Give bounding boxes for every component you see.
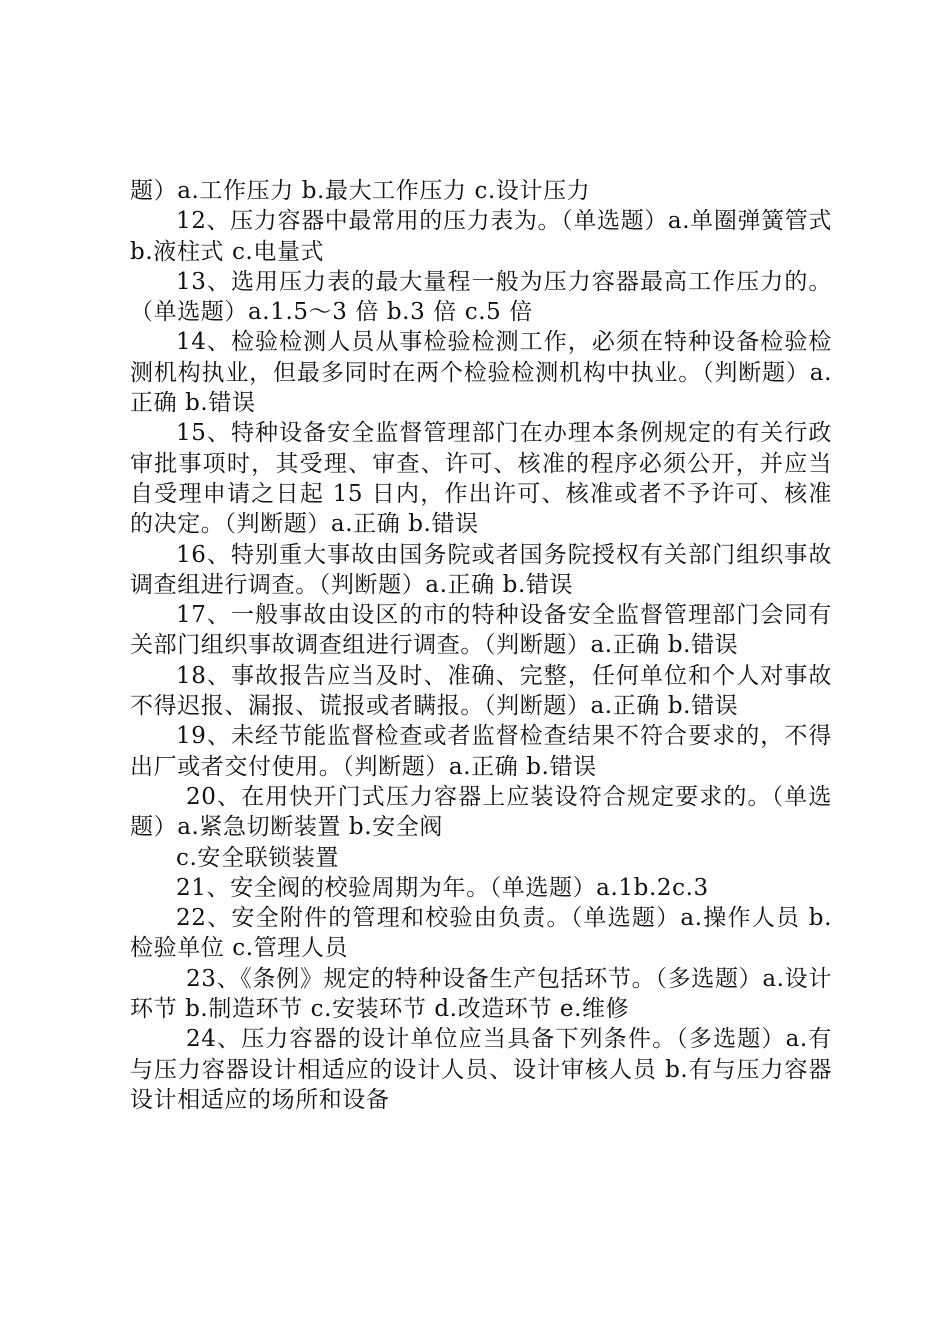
question-15: 15、特种设备安全监督管理部门在办理本条例规定的有关行政审批事项时，其受理、审查、许可、核准的程序必须公开，并应当自受理申请之日起 15 日内，作出许可、核准或者不予许可、核准的决定。（判断题）a.正确 b.错误	[130, 420, 832, 538]
question-17: 17、一般事故由设区的市的特种设备安全监督管理部门会同有关部门组织事故调查组进行调查。（判断题）a.正确 b.错误	[130, 602, 832, 659]
question-23: 23、《条例》规定的特种设备生产包括环节。（多选题）a.设计环节 b.制造环节 c.安装环节 d.改造环节 e.维修	[130, 965, 832, 1023]
question-20: 20、在用快开门式压力容器上应装设符合规定要求的。（单选题）a.紧急切断装置 b.安全阀	[130, 783, 832, 841]
document-body	[130, 176, 832, 1115]
question-22: 22、安全附件的管理和校验由负责。（单选题）a.操作人员 b.检验单位 c.管理人员	[130, 905, 832, 962]
question-21: 21、安全阀的校验周期为年。（单选题）a.1b.2c.3	[176, 874, 709, 901]
question-19: 19、未经节能监督检查或者监督检查结果不符合要求的，不得出厂或者交付使用。（判断题）a.正确 b.错误	[130, 723, 832, 780]
question-18: 18、事故报告应当及时、准确、完整，任何单位和个人对事故不得迟报、漏报、谎报或者瞒报。（判断题）a.正确 b.错误	[130, 662, 832, 720]
question-20-option-c: c.安全联锁装置	[176, 844, 339, 871]
question-13: 13、选用压力表的最大量程一般为压力容器最高工作压力的。（单选题）a.1.5～3 倍 b.3 倍 c.5 倍	[130, 268, 832, 326]
question-24: 24、压力容器的设计单位应当具备下列条件。（多选题）a.有与压力容器设计相适应的设计人员、设计审核人员 b.有与压力容器设计相适应的场所和设备	[130, 1026, 832, 1113]
question-continuation: 题）a.工作压力 b.最大工作压力 c.设计压力	[130, 178, 591, 204]
question-12: 12、压力容器中最常用的压力表为。（单选题）a.单圈弹簧管式 b.液柱式 c.电量式	[130, 208, 832, 265]
question-16: 16、特别重大事故由国务院或者国务院授权有关部门组织事故调查组进行调查。（判断题）a.正确 b.错误	[130, 541, 832, 598]
question-14: 14、检验检测人员从事检验检测工作，必须在特种设备检验检测机构执业，但最多同时在两个检验检测机构中执业。（判断题）a.正确 b.错误	[130, 329, 832, 417]
